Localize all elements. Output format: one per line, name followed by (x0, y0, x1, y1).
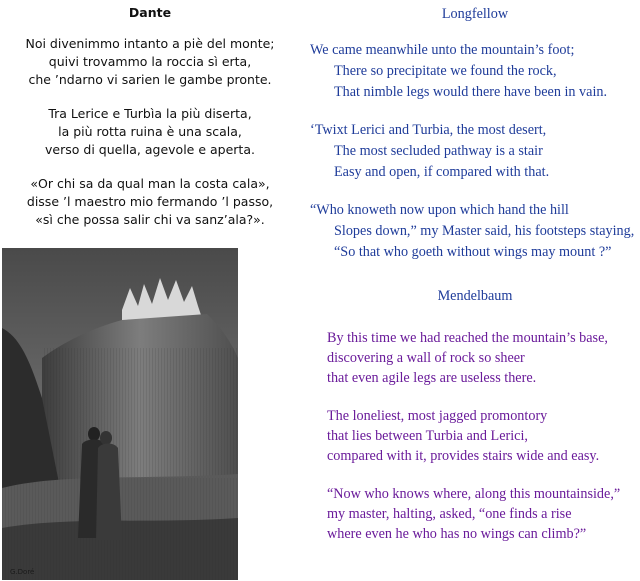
verse-line: verso di quella, agevole e aperta. (45, 142, 255, 157)
verse-line: Tra Lerice e Turbìa la più diserta, (48, 106, 252, 121)
mendelbaum-column (310, 288, 640, 562)
verse-line: ‘Twixt Lerici and Turbia, the most desert, (310, 122, 547, 138)
verse-line: compared with it, provides stairs wide and easy. (327, 448, 600, 464)
verse-line: Easy and open, if compared with that. (334, 164, 550, 180)
mendelbaum-stanza (310, 406, 640, 466)
longfellow-stanza (310, 120, 640, 183)
verse-line: discovering a wall of rock so sheer (327, 350, 525, 366)
verse-line: «sì che possa salir chi va sanz’ala?». (35, 212, 265, 227)
verse-line: We came meanwhile unto the mountain’s foot; (310, 42, 575, 58)
longfellow-stanza (310, 40, 640, 103)
svg-text:G.Doré: G.Doré (10, 568, 35, 576)
verse-line: where even he who has no wings can climb?” (327, 526, 587, 542)
verse-line: che ’ndarno vi sarien le gambe pronte. (28, 72, 272, 87)
engraving-svg (2, 248, 238, 580)
verse-line: disse ’l maestro mio fermando ’l passo, (26, 194, 274, 209)
verse-line: “So that who goeth without wings may mount ?” (334, 244, 612, 260)
verse-line: There so precipitate we found the rock, (334, 63, 557, 79)
verse-line: The most secluded pathway is a stair (334, 143, 543, 159)
verse-line: Noi divenimmo intanto a piè del monte; (25, 36, 275, 51)
verse-line: my master, halting, asked, “one finds a rise (327, 506, 572, 522)
verse-line: quivi trovammo la roccia sì erta, (48, 54, 252, 69)
mendelbaum-title: Mendelbaum (437, 288, 513, 304)
verse-line: “Now who knows where, along this mountainside,” (327, 486, 621, 502)
verse-line: la più rotta ruina è una scala, (58, 124, 242, 139)
verse-line: The loneliest, most jagged promontory (327, 408, 548, 424)
mendelbaum-stanza (310, 328, 640, 388)
engraving-illustration (2, 248, 238, 580)
dante-title: Dante (128, 5, 172, 20)
verse-line: By this time we had reached the mountain’s base, (327, 330, 608, 346)
verse-line: that lies between Turbia and Lerici, (327, 428, 528, 444)
dante-stanza (0, 175, 300, 229)
dante-column (0, 0, 300, 245)
mendelbaum-stanza (310, 484, 640, 544)
longfellow-stanza (310, 200, 640, 263)
verse-line: “Who knoweth now upon which hand the hill (310, 202, 569, 218)
verse-line: Slopes down,” my Master said, his footsteps staying, (334, 223, 635, 239)
verse-line: «Or chi sa da qual man la costa cala», (30, 176, 270, 191)
dante-stanza (0, 105, 300, 159)
dante-stanza (0, 35, 300, 89)
longfellow-column (310, 0, 640, 280)
longfellow-title: Longfellow (441, 6, 509, 22)
verse-line: that even agile legs are useless there. (327, 370, 537, 386)
verse-line: That nimble legs would there have been in vain. (334, 84, 608, 100)
